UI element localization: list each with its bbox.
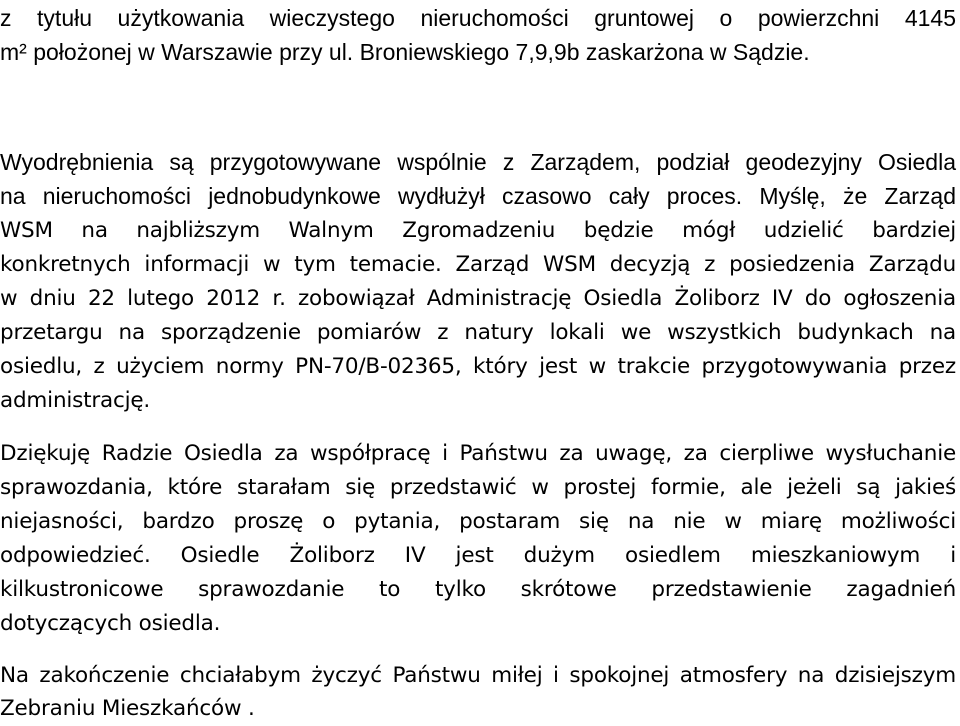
paragraph-3-line-4: odpowiedzieć. Osiedle Żoliborz IV jest dużym osiedlem mieszkaniowym i: [0, 543, 956, 568]
paragraph-3-line-5: kilkustronicowe sprawozdanie to tylko skrótowe przedstawienie zagadnień: [0, 577, 956, 602]
paragraph-4-line-1: Na zakończenie chciałabym życzyć Państwu miłej i spokojnej atmosfery na dzisiejszym: [0, 663, 956, 688]
paragraph-2-line-5: w dniu 22 lutego 2012 r. zobowiązał Administrację Osiedla Żoliborz IV do ogłoszenia: [0, 286, 956, 311]
paragraph-1-line-2: m² położonej w Warszawie przy ul. Broniewskiego 7,9,9b zaskarżona w Sądzie.: [0, 39, 810, 65]
paragraph-2-line-8: administrację.: [0, 388, 151, 413]
paragraph-1-line-1: z tytułu użytkowania wieczystego nieruchomości gruntowej o powierzchni 4145: [0, 5, 956, 31]
paragraph-3-line-1: Dziękuję Radzie Osiedla za współpracę i Państwu za uwagę, za cierpliwe wysłuchanie: [0, 441, 956, 466]
paragraph-2-line-6: przetargu na sporządzenie pomiarów z natury lokali we wszystkich budynkach na: [0, 320, 956, 345]
paragraph-2-line-4: konkretnych informacji w tym temacie. Zarząd WSM decyzją z posiedzenia Zarządu: [0, 252, 956, 277]
paragraph-2-line-3: WSM na najbliższym Walnym Zgromadzeniu będzie mógł udzielić bardziej: [0, 218, 956, 243]
paragraph-3-line-3: niejasności, bardzo proszę o pytania, postaram się na nie w miarę możliwości: [0, 509, 956, 534]
paragraph-2-line-7: osiedlu, z użyciem normy PN-70/B-02365, który jest w trakcie przygotowywania przez: [0, 354, 956, 379]
paragraph-4-line-2: Zebraniu Mieszkańców .: [0, 696, 255, 721]
paragraph-3-line-2: sprawozdania, które starałam się przedstawić w prostej formie, ale jeżeli są jakieś: [0, 475, 956, 500]
paragraph-3-line-6: dotyczących osiedla.: [0, 611, 221, 636]
paragraph-2-line-2: na nieruchomości jednobudynkowe wydłużył czasowo cały proces. Myślę, że Zarząd: [0, 183, 956, 209]
paragraph-2-line-1: Wyodrębnienia są przygotowywane wspólnie z Zarządem, podział geodezyjny Osiedla: [0, 149, 956, 175]
